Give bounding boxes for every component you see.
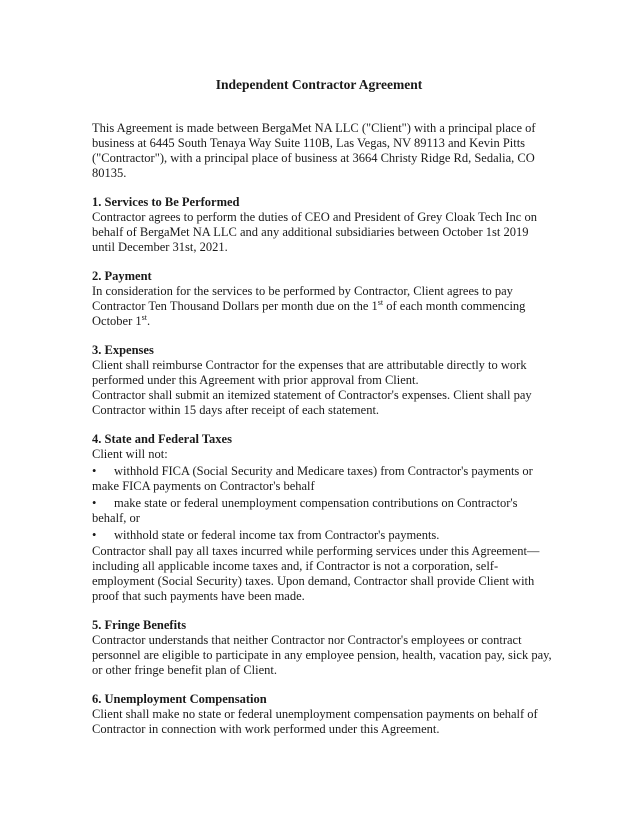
section-heading-taxes: 4. State and Federal Taxes [92, 432, 232, 446]
section-text-expenses-1: Client shall reimburse Contractor for the expenses that are attributable directly to work performed under this Agreement with prior approval from Client. [92, 358, 527, 387]
intro-paragraph: This Agreement is made between BergaMet NA LLC ("Client") with a principal place of business at 6445 South Tenaya Way Suite 110B, Las Vegas, NV 89113 and Kevin Pitts ("Contractor"), with a principal place of business at 3664 Christy Ridge Rd, Sedalia, CO 80135. [92, 121, 536, 180]
section-heading-fringe-benefits: 5. Fringe Benefits [92, 618, 187, 632]
taxes-lead: Client will not: [92, 447, 168, 461]
payment-sup-b: st [141, 312, 147, 322]
payment-text-b: of each month commencing October 1 [92, 299, 526, 328]
section-text-unemployment: Client shall make no state or federal unemployment compensation payments on behalf of Contractor in connection with work performed under this Agreement. [92, 707, 538, 736]
document-body [92, 121, 552, 737]
section-text-taxes: Contractor shall pay all taxes incurred while performing services under this Agreement—including all applicable income taxes and, if Contractor is not a corporation, self-employment (Social Security) taxes. Upon demand, Contractor shall provide Client with proof that such payments have been made. [92, 544, 540, 603]
section-heading-expenses: 3. Expenses [92, 343, 154, 357]
list-item [92, 496, 552, 526]
section-text-fringe-benefits: Contractor understands that neither Contractor nor Contractor's employees or contract personnel are eligible to participate in any employee pension, health, vacation pay, sick pay, or other fringe benefit plan of Client. [92, 633, 552, 677]
list-item-text: withhold state or federal income tax from Contractor's payments. [114, 528, 440, 542]
bullet-icon: • [92, 464, 97, 478]
section-unemployment [92, 692, 552, 737]
section-fringe-benefits [92, 618, 552, 678]
section-text-expenses-2: Contractor shall submit an itemized statement of Contractor's expenses. Client shall pay Contractor within 15 days after receipt of each statement. [92, 388, 532, 417]
section-heading-payment: 2. Payment [92, 269, 152, 283]
payment-text-a: In consideration for the services to be performed by Contractor, Client agrees to pay Contractor Ten Thousand Dollars per month due on the 1 [92, 284, 513, 313]
payment-sup-a: st [377, 297, 384, 307]
section-heading-services: 1. Services to Be Performed [92, 195, 240, 209]
payment-text-c: . [146, 314, 151, 328]
document-title: Independent Contractor Agreement [215, 77, 423, 92]
section-text-services: Contractor agrees to perform the duties of CEO and President of Grey Cloak Tech Inc on behalf of BergaMet NA LLC and any additional subsidiaries between October 1st 2019 until December 31st, 2021. [92, 210, 537, 254]
bullet-icon: • [92, 496, 97, 510]
list-item-text: withhold FICA (Social Security and Medicare taxes) from Contractor's payments or make FICA payments on Contractor's behalf [92, 464, 533, 493]
taxes-bullet-list [92, 464, 552, 543]
section-heading-unemployment: 6. Unemployment Compensation [92, 692, 267, 706]
section-expenses [92, 343, 552, 418]
section-text-payment [92, 284, 552, 329]
list-item [92, 528, 552, 543]
section-taxes [92, 432, 552, 604]
section-services [92, 195, 552, 255]
list-item-text: make state or federal unemployment compensation contributions on Contractor's behalf, or [92, 496, 518, 525]
list-item [92, 464, 552, 494]
section-payment [92, 269, 552, 329]
bullet-icon: • [92, 528, 97, 542]
